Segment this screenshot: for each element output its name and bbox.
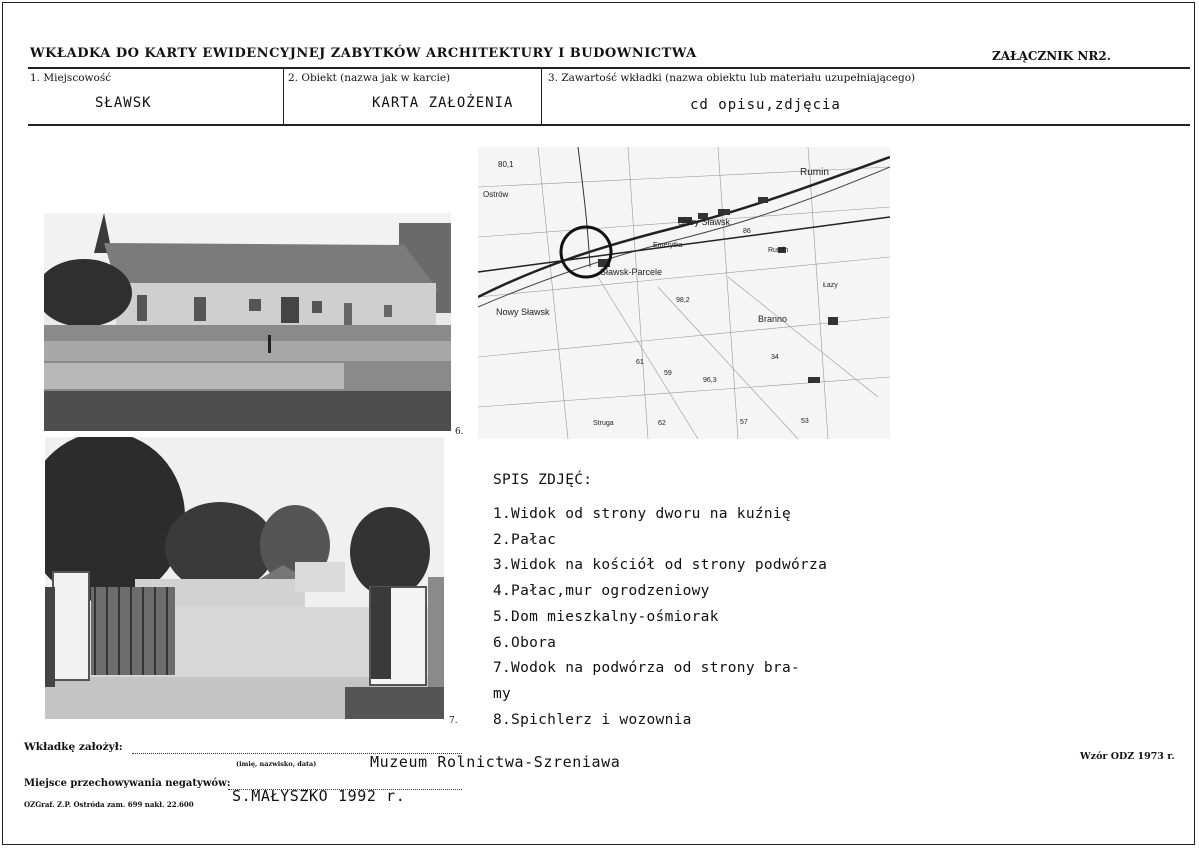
form-title: WKŁADKA DO KARTY EWIDENCYJNEJ ZABYTKÓW ARCHITEKTURY I BUDOWNICTWA xyxy=(30,46,697,61)
map-label-3: Stary Sławsk xyxy=(678,217,731,227)
photo-courtyard-number: 7. xyxy=(449,716,458,726)
photo-list-heading: SPIS ZDJĘĆ: xyxy=(493,472,593,488)
printer-note: OZGraf. Z.P. Ostróda zam. 699 nakł. 22.600 xyxy=(24,800,194,809)
photo-list-item: 3.Widok na kościół od strony podwórza xyxy=(493,557,828,574)
map-label-11: Łazy xyxy=(823,282,838,289)
map-label-17: 53 xyxy=(801,418,809,425)
photo-list-item: 4.Pałac,mur ogrodzeniowy xyxy=(493,583,710,600)
map-label-16: 57 xyxy=(740,419,748,426)
photo-list xyxy=(493,502,827,733)
photo-list-item: 7.Wodok na podwórza od strony bra- xyxy=(493,660,801,677)
map-label-5: Emerytka xyxy=(653,242,683,249)
map-label-10: Struga xyxy=(593,420,614,427)
map-label-2: Ostrów xyxy=(483,190,509,199)
map-label-8: Branno xyxy=(758,314,788,324)
map-label-6: Sławsk-Parcele xyxy=(600,267,663,277)
field-3-value: cd opisu,zdjęcia xyxy=(690,97,841,113)
map-label-20: 62 xyxy=(658,420,666,427)
photo-list-item: 5.Dom mieszkalny-ośmiorak xyxy=(493,608,719,625)
map-label-13: 98,2 xyxy=(676,297,690,304)
annex-label: ZAŁĄCZNIK NR2. xyxy=(992,49,1111,63)
map-label-9: Rumin xyxy=(768,247,789,254)
made-by-hint: (imię, nazwisko, data) xyxy=(236,760,317,768)
field-divider-2 xyxy=(541,68,542,125)
photo-list-item: my xyxy=(493,685,512,702)
photo-courtyard xyxy=(45,437,444,719)
museum-name: Muzeum Rolnictwa-Szreniawa xyxy=(370,753,621,771)
map-label-12: 96,3 xyxy=(703,377,717,384)
map-label-1: 80,1 xyxy=(498,160,514,169)
map-label-19: 59 xyxy=(664,370,672,377)
field-2-label: 2. Obiekt (nazwa jak w karcie) xyxy=(288,72,451,84)
photo-list-item: 2.Pałac xyxy=(493,531,557,548)
photo-list-item: 8.Spichlerz i wozownia xyxy=(493,711,692,728)
location-map xyxy=(478,147,890,439)
map-label-4: Rumin xyxy=(800,167,829,178)
photo-list-item: 6.Obora xyxy=(493,634,557,651)
author-date: S.MAŁYSZKO 1992 r. xyxy=(232,787,406,805)
map-label-7: Nowy Sławsk xyxy=(496,307,550,317)
field-1-value: SŁAWSK xyxy=(95,95,152,111)
map-label-18: 61 xyxy=(636,359,644,366)
photo-barn xyxy=(44,213,451,431)
field-3-label: 3. Zawartość wkładki (nazwa obiektu lub materiału uzupełniającego) xyxy=(548,72,916,84)
photo-barn-number: 6. xyxy=(455,427,464,437)
made-by-label: Wkładkę założył: xyxy=(24,741,123,753)
field-2-value: KARTA ZAŁOŻENIA xyxy=(372,95,514,111)
field-divider-1 xyxy=(283,68,284,125)
form-code: Wzór ODZ 1973 r. xyxy=(1080,751,1175,762)
header-rule-bottom xyxy=(28,124,1190,126)
map-label-14: 86 xyxy=(743,228,751,235)
photo-list-item: 1.Widok od strony dworu na kuźnię xyxy=(493,506,791,522)
storage-label: Miejsce przechowywania negatywów: xyxy=(24,778,231,789)
field-1-label: 1. Miejscowość xyxy=(30,72,112,84)
map-label-15: 34 xyxy=(771,354,779,361)
header-rule-top xyxy=(28,67,1190,69)
